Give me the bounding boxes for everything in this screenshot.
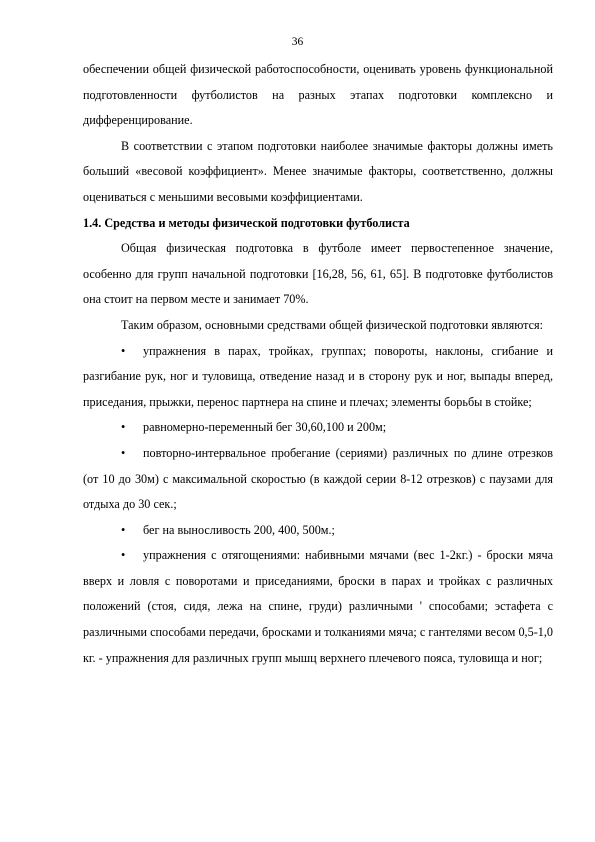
bullet-icon: • [121,445,126,460]
section-heading: 1.4. Средства и методы физической подготовки футболиста [83,215,410,230]
list-item [83,339,553,416]
list-item-text: равномерно-переменный бег 30,60,100 и 200м; [143,420,387,435]
list-item [83,441,553,518]
list-item-text: упражнения в парах, тройках, группах; повороты, наклоны, сгибание и разгибание рук, ног и туловища, отведение назад и в сторону рук и ног, выпады вперед, приседания, прыжки, перенос партнера на спине и плечах; элементы борьбы в стойке; [83,343,553,409]
list-item-text: повторно-интервальное пробегание (сериями) различных по длине отрезков (от 10 до 30м) с максимальной скоростью (в каждой серии 8-12 отрезков) с паузами для отдыха до 30 сек.; [83,445,553,512]
list-item-text: бег на выносливость 200, 400, 500м.; [143,522,335,537]
paragraph-continuation: обеспечении общей физической работоспособности, оценивать уровень функциональной подготовленности футболистов на разных этапах подготовки комплексно и дифференцирование. [83,62,553,128]
bullet-icon: • [121,548,126,563]
paragraph-means-intro: Таким образом, основными средствами общей физической подготовки являются: [121,317,544,332]
page-number: 36 [291,36,304,48]
list-item [83,543,553,671]
paragraph-general-training: Общая физическая подготовка в футболе имеет первостепенное значение, особенно для групп начальной подготовки [16,28, 56, 61, 65]. В подготовке футболистов она стоит на первом месте и занимает 70%. [83,241,553,307]
page-content [83,57,553,671]
paragraph-weight-factors: В соответствии с этапом подготовки наиболее значимые факторы должны иметь больший «весовой коэффициент». Менее значимые факторы, соответственно, должны оцениваться с меньшими весовыми коэффициентами. [83,138,553,204]
list-item [83,518,553,544]
list-item [83,415,553,441]
bullet-icon: • [121,343,126,358]
bullet-icon: • [121,420,126,435]
list-item-text: упражнения с отягощениями: набивными мячами (вес 1-2кг.) - броски мяча вверх и ловля с поворотами и приседаниями, броски в парах и тройках с различных положений (стоя, сидя, лежа на спине, груди) различными ' способами; эстафета с различными способами передачи, бросками и толканиями мяча; с гантелями весом 0,5-1,0 кг. - упражнения для различных групп мышц верхнего плечевого пояса, туловища и ног; [83,548,553,665]
bullet-icon: • [121,522,126,537]
